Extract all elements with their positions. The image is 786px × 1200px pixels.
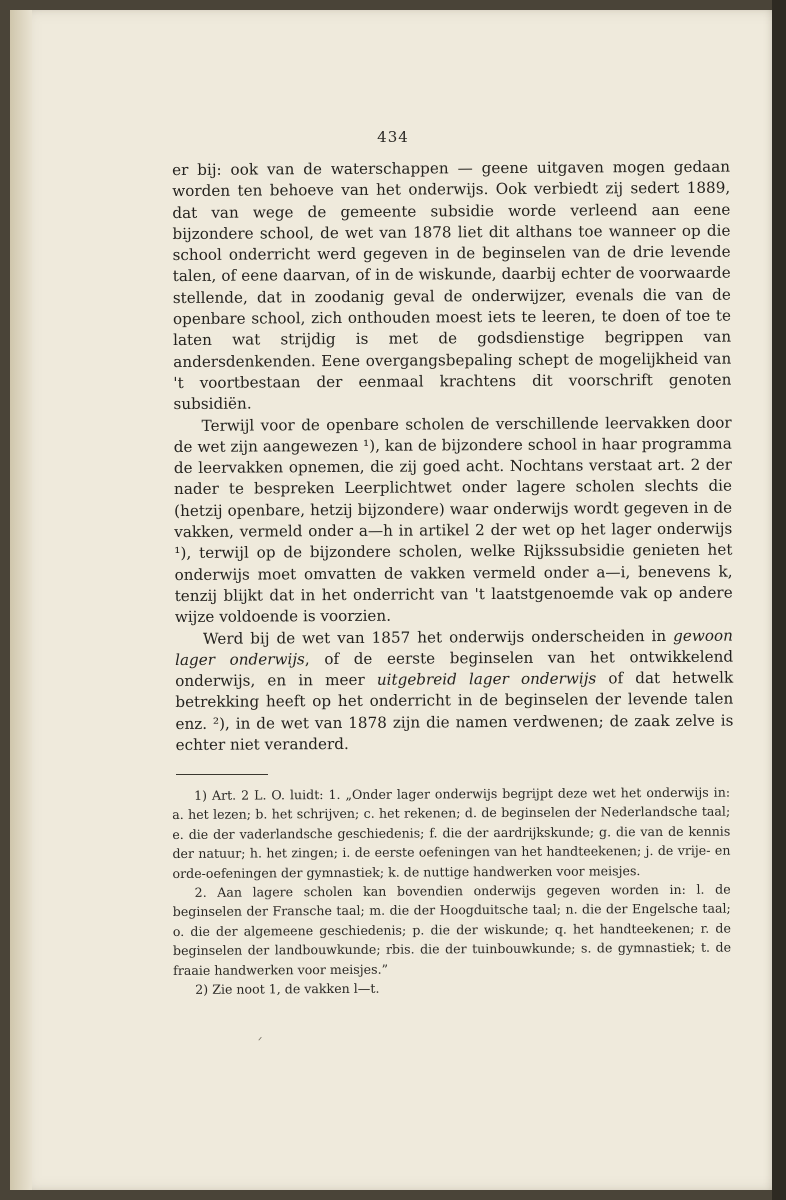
- term-gewoon-lager-onderwijs: gewoon lager onderwijs: [174, 626, 733, 669]
- term-uitgebreid-lager-onderwijs: uitgebreid lager onderwijs: [376, 669, 597, 689]
- paragraph-3-text-c: of dat hetwelk betrekking heeft op het onderricht in de beginselen der levende talen enz. ²), in de wet van 1878 zijn die namen verdwenen; de zaak zelve is echter niet veranderd.: [175, 668, 734, 755]
- main-text: [172, 157, 734, 757]
- paragraph-1: er bij: ook van de waterschappen — geene uitgaven mogen gedaan worden ten behoeve van het onderwijs. Ook verbiedt zij sedert 1889, dat van wege de gemeente subsidie worde verleend aan eene bijzondere school, de wet van 1878 liet dit althans toe wanneer op die school onderricht werd gegeven in de beginselen van de drie levende talen, of eene daarvan, of in de wiskunde, daarbij echter de voorwaarde stellende, dat in zoodanig geval de onderwijzer, evenals die van de openbare school, zich onthouden moest iets te leeren, te doen of toe te laten wat strijdig is met de godsdienstige begrippen van andersdenkenden. Eene overgangsbepaling schept de mogelijkheid van 't voortbestaan der eenmaal krachtens dit voorschrift genoten subsidiën.: [172, 157, 732, 414]
- page-gutter-shadow: [10, 10, 32, 1190]
- scan-edge: [772, 0, 786, 1200]
- paragraph-3-text-a: Werd bij de wet van 1857 het onderwijs onderscheiden in: [202, 626, 674, 648]
- footnote-1-part-2: 2. Aan lagere scholen kan bovendien onderwijs gegeven worden in: l. de beginselen der Fransche taal; m. die der Hoogduitsche taal; n. die der Engelsche taal; o. die der algemeene geschiedenis; p. die der wiskunde; q. het handteekenen; r. de beginselen der landbouwkunde; rbis. die der tuinbouwkunde; s. de gymnastiek; t. de fraaie handwerken voor meisjes.”: [172, 881, 732, 978]
- page-number: 434: [377, 128, 409, 146]
- paragraph-2: Terwijl voor de openbare scholen de verschillende leervakken door de wet zijn aangewezen ¹), kan de bijzondere school in haar programma de leervakken opnemen, die zij goed acht. Nochtans verstaat art. 2 der nader te bespreken Leerplichtwet onder lagere scholen slechts die (hetzij openbare, hetzij bijzondere) waar onderwijs wordt gegeven in de vakken, vermeld onder a—h in artikel 2 der wet op het lager onderwijs ¹), terwijl op de bijzondere scholen, welke Rijkssubsidie genieten het onderwijs moet omvatten de vakken vermeld onder a—i, benevens k, tenzij blijkt dat in het onderricht van 't laatstgenoemde vak op andere wijze voldoende is voorzien.: [173, 413, 733, 627]
- paragraph-3: [175, 625, 734, 756]
- paragraph-3-text-b: , of de eerste beginselen van het ontwikkelend onderwijs, en in meer: [175, 647, 734, 691]
- footnotes: [172, 783, 731, 1000]
- footnote-1: 1) Art. 2 L. O. luidt: 1. „Onder lager onderwijs begrijpt deze wet het onderwijs in: a. het lezen; b. het schrijven; c. het rekenen; d. de beginselen der Nederlandsche taal; e. die der vaderlandsche geschiedenis; f. die der aardrijkskunde; g. die van de kennis der natuur; h. het zingen; i. de eerste oefeningen van het handteekenen; j. de vrije- en orde-oefeningen der gymnastiek; k. de nuttige handwerken voor meisjes.: [172, 784, 731, 881]
- stray-mark: ᐟ: [258, 1036, 263, 1047]
- footnote-divider: [176, 774, 268, 775]
- footnote-2: 2) Zie noot 1, de vakken l—t.: [195, 980, 380, 997]
